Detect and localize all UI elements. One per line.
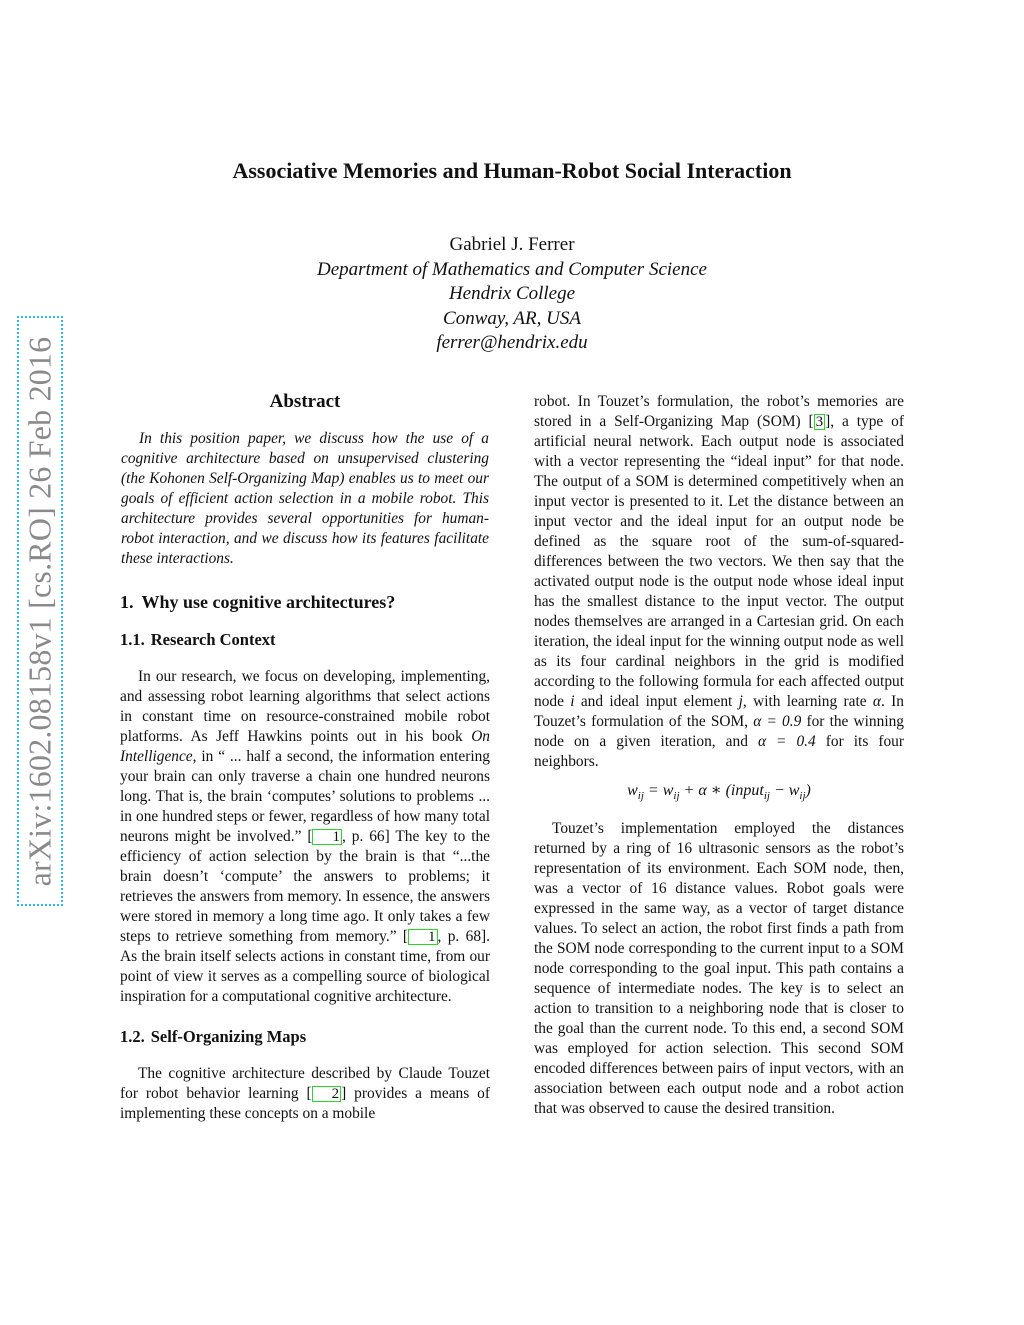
variable-i: i	[570, 693, 575, 710]
text-run: In our research, we focus on developing, implementing, and assessing robot learning algorithms that select actions in constant time on resource-constrained mobile robot platforms. As Jeff Hawkins points out in his book	[120, 668, 490, 745]
author-name: Gabriel J. Ferrer	[449, 234, 575, 255]
arxiv-stamp-text: arXiv:1602.08158v1 [cs.RO] 26 Feb 2016	[21, 336, 58, 886]
text-run: , in “ ... half a second, the information entering your brain can only traverse a chain one hundred neurons long. That is, the brain ‘computes’ solutions to problems ... in one hundred steps or fewer, regardless of how many total neurons might be involved.” [	[120, 748, 490, 845]
eq-part: + α ∗ (input	[679, 782, 764, 799]
text-run: for its four neighbors.	[534, 733, 904, 770]
text-run: and ideal input element	[574, 693, 739, 710]
citation-link-1[interactable]: 1	[312, 829, 342, 845]
som-paragraph-continuation	[534, 392, 904, 772]
abstract-text: In this position paper, we discuss how the use of a cognitive architecture based on unsupervised clustering (the Kohonen Self-Organizing Map) enables us to meet our goals of efficient action selection in a mobile robot. This architecture provides several opportunities for human-robot interaction, and we discuss how its features facilitate these interactions.	[121, 430, 489, 567]
citation-link-1b[interactable]: 1	[408, 929, 438, 945]
eq-sub: ij	[799, 790, 806, 803]
left-column	[120, 392, 490, 1124]
eq-lhs: w	[627, 782, 638, 799]
subsection-1-2-number: 1.2.	[120, 1027, 145, 1046]
eq-part: )	[805, 782, 811, 799]
eq-part: − w	[769, 782, 800, 799]
author-college: Hendrix College	[448, 283, 576, 304]
eq-part: = w	[643, 782, 674, 799]
book-title: On Intelligence	[120, 728, 490, 765]
right-column	[534, 392, 904, 1119]
alpha-neighbor-value: α = 0.4	[757, 733, 816, 750]
subsection-1-1-heading	[120, 630, 490, 650]
section-1-number: 1.	[120, 592, 134, 612]
variable-j: j	[738, 693, 743, 710]
som-update-equation	[534, 781, 904, 806]
section-1-title: Why use cognitive architectures?	[141, 592, 396, 612]
subsection-1-1-number: 1.1.	[120, 630, 145, 649]
text-run: , with learning rate	[742, 693, 873, 710]
author-email: ferrer@hendrix.edu	[436, 332, 588, 353]
text-run: The cognitive architecture described by Claude Touzet for robot behavior learning [	[120, 1065, 490, 1102]
text-run: , p. 66] The key to the efficiency of action selection by the brain is that “...the brain doesn’t ‘compute’ the answers to problems; it retrieves the answers from memory. In essence, the answers were stored in memory a long time ago. It only takes a few steps to retrieve something from memory.” [	[120, 828, 490, 945]
touzet-implementation-paragraph: Touzet’s implementation employed the distances returned by a ring of 16 ultrasonic sensors as the robot’s representation of its environment. Each SOM node, then, was a vector of 16 distance values. Robot goals were expressed in the same way, as a vector of target distance values. To select an action, the robot first finds a path from the SOM node corresponding to the current input to a SOM node corresponding to the goal input. This path contains a sequence of intermediate nodes. The key is to select an action to transition to a neighboring node that is closer to the goal than the current node. To this end, a second SOM was employed for action selection. This second SOM encoded differences between pairs of input vectors, with an association between each output node and a robot action that was observed to cause the desired transition.	[534, 820, 904, 1118]
abstract-heading: Abstract	[269, 391, 341, 412]
citation-link-2[interactable]: 2	[312, 1086, 342, 1102]
alpha-symbol: α	[872, 693, 881, 710]
eq-sub: ij	[673, 790, 680, 803]
som-paragraph-start	[120, 1064, 490, 1124]
section-1-heading	[120, 589, 490, 615]
eq-sub: ij	[763, 790, 770, 803]
som-paragraph-continued: ] provides a means of implementing these concepts on a mobile	[120, 1085, 490, 1122]
text-run: , p. 68]. As the brain itself selects actions in constant time, from our point of view it serves as a compelling source of biological inspiration for a computational cognitive architecture.	[120, 928, 491, 1005]
text-run: . In Touzet’s formulation of the SOM,	[534, 693, 904, 730]
text-run: ], a type of artificial neural network. Each output node is associated with a vector representing the “ideal input” for that node. The output of a SOM is determined competitively when an input vector is presented to it. Let the distance between an input vector and the ideal input for an output node be defined as the square root of the sum-of-squared-differences between the two vectors. We then say that the activated output node is the output node whose ideal input has the smallest distance to the input vector. The output nodes themselves are arranged in a Cartesian grid. On each iteration, the ideal input for the winning output node as well as its four cardinal neighbors in the grid is modified according to the following formula for each affected output node	[534, 413, 904, 710]
citation-link-3[interactable]: 3	[815, 414, 824, 430]
research-context-paragraph	[120, 667, 490, 1007]
author-block	[0, 233, 1024, 356]
alpha-winning-value: α = 0.9	[753, 713, 802, 730]
arxiv-stamp	[17, 316, 63, 906]
text-run: robot. In Touzet’s formulation, the robot’s memories are stored in a Self-Organizing Map (SOM) [	[534, 393, 904, 430]
text-run: for the winning node on a given iteration, and	[534, 713, 904, 750]
subsection-1-2-title: Self-Organizing Maps	[150, 1027, 307, 1046]
author-location: Conway, AR, USA	[443, 307, 581, 329]
paper-title: Associative Memories and Human-Robot Social Interaction	[232, 158, 792, 183]
author-department: Department of Mathematics and Computer Science	[317, 258, 707, 280]
subsection-1-2-heading	[120, 1027, 490, 1047]
subsection-1-1-title: Research Context	[150, 630, 276, 649]
eq-sub: ij	[637, 790, 644, 803]
